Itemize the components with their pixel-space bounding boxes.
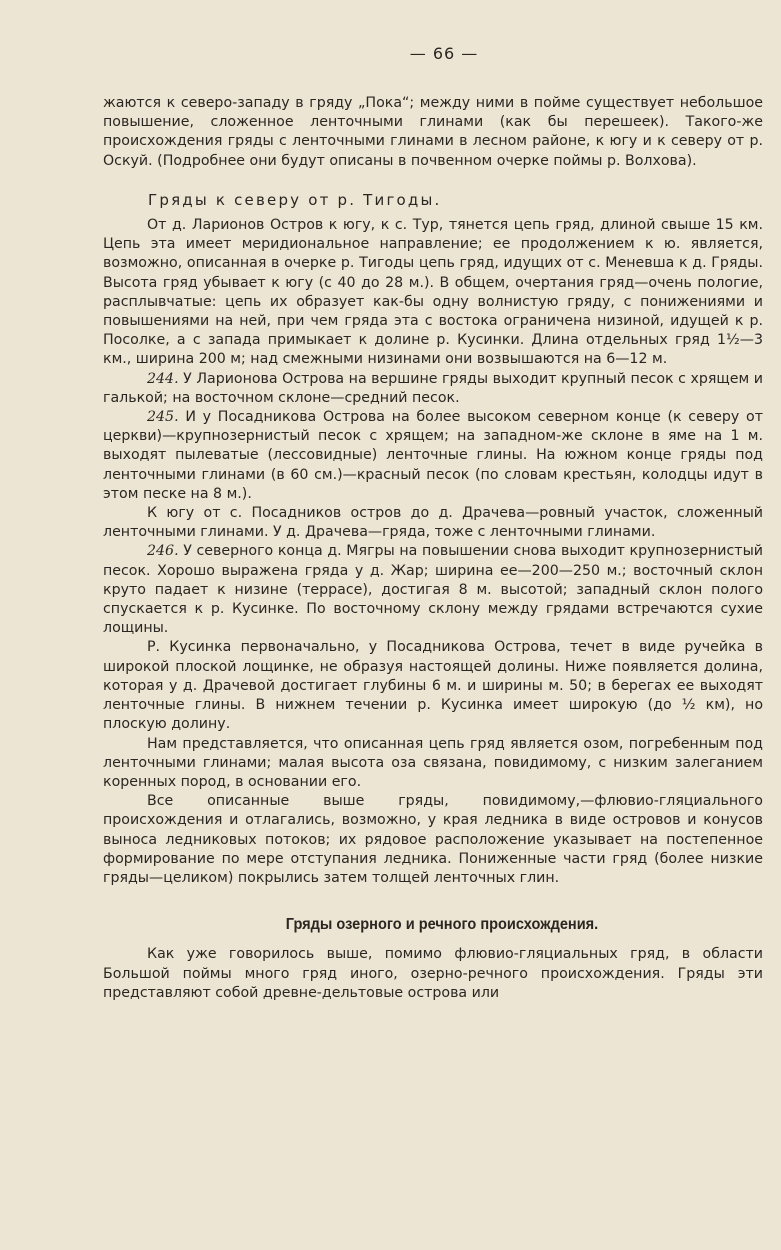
- paragraph-244: [103, 370, 763, 408]
- paragraph-text: К югу от с. Посадников остров до д. Драчева—ровный участок, сложенный ленточными глинами. У д. Драчева—гряда, тоже с ленточными глинами.: [103, 505, 763, 541]
- paragraph-1: [103, 216, 763, 370]
- paragraph-text: И у Посадникова Острова на более высоком северном конце (к северу от церкви)—крупнозернистый песок с хрящем; на западном-же склоне в яме на 1 м. выходят пылеватые (лессовидные) ленточные глины. На южном конце гряды под ленточными глинами (в 60 см.)—красный песок (по словам крестьян, колодцы идут в этом песке на 8 м.).: [103, 409, 763, 502]
- paragraph-text: Р. Кусинка первоначально, у Посадникова Острова, течет в виде ручейка в широкой плоской лощинке, не образуя настоящей долины. Ниже появляется долина, которая у д. Драчевой достигает глубины 6 м. и ширины м. 50; в берегах ее выходят ленточные глины. В нижнем течении р. Кусинка имеет широкую (до ½ км), но плоскую долину.: [103, 639, 763, 733]
- paragraph-number: 244.: [147, 370, 179, 387]
- paragraph-245: [103, 408, 763, 504]
- section-title-ridges-north-of-tigoda: Гряды к северу от р. Тигоды.: [148, 190, 442, 209]
- paragraph-7: [103, 735, 763, 793]
- paragraph-6: [103, 638, 763, 734]
- top-paragraph: жаются к северо-западу в гряду „Пока“; между ними в пойме существует небольшое повышение, сложенное ленточными глинами (как бы перешеек). Такого-же происхождения гряды с ленточными глинами в лесном районе, к югу и к северу от р. Оскуй. (Подробнее они будут описаны в почвенном очерке поймы р. Волхова).: [103, 95, 763, 169]
- section-title-lake-river-ridges: Гряды озерного и речного происхождения.: [285, 916, 599, 934]
- page-number: — 66 —: [409, 44, 479, 63]
- paragraph-text: У северного конца д. Мягры на повышении снова выходит крупнозернистый песок. Хорошо выражена гряда у д. Жар; ширина ее—200—250 м.; восточный склон круто падает к низине (террасе), достигая 8 м. высотой; западный склон полого спускается к р. Кусинке. По восточному склону между грядами встречаются сухие лощины.: [103, 543, 763, 637]
- paragraph-4: [103, 504, 763, 542]
- page-body: [103, 94, 763, 1003]
- paragraph-246: [103, 542, 763, 638]
- paragraph-text: У Ларионова Острова на вершине гряды выходит крупный песок с хрящем и галькой; на восточном склоне—средний песок.: [103, 370, 763, 406]
- last-paragraph: Как уже говорилось выше, помимо флювио-гляциальных гряд, в области Большой поймы много гряд иного, озерно-речного происхождения. Гряды эти представляют собой древне-дельтовые острова или: [103, 946, 763, 1001]
- paragraph-text: Все описанные выше гряды, повидимому,—флювио-гляциального происхождения и отлагались, возможно, у края ледника в виде островов и конусов выноса ледниковых потоков; их рядовое расположение указывает на постепенное формирование по мере отступания ледника. Пониженные части гряд (более низкие гряды—целиком) покрылись затем толщей ленточных глин.: [103, 793, 763, 886]
- paragraph-8: [103, 792, 763, 888]
- paragraph-number: 245.: [147, 409, 179, 426]
- paragraph-text: Нам представляется, что описанная цепь гряд является озом, погребенным под ленточными глинами; малая высота оза связана, повидимому, с низким залеганием коренных пород, в основании его.: [103, 735, 763, 790]
- paragraph-number: 246.: [147, 543, 179, 560]
- paragraph-text: От д. Ларионов Остров к югу, к с. Тур, тянется цепь гряд, длиной свыше 15 км. Цепь эта имеет меридиональное направление; ее продолжением к ю. является, возможно, описанная в очерке р. Тигоды цепь гряд, идущих от с. Меневша к д. Гряды. Высота гряд убывает к югу (с 40 до 28 м.). В общем, очертания гряд—очень пологие, расплывчатые: цепь их образует как-бы одну волнистую гряду, с понижениями и повышениями на ней, при чем гряда эта с востока ограничена низиной, идущей к р. Посолке, а с запада примыкает к долине р. Кусинки. Длина отдельных гряд 1½—3 км., ширина 200 м; над смежными низинами они возвышаются на 6—12 м.: [103, 217, 763, 368]
